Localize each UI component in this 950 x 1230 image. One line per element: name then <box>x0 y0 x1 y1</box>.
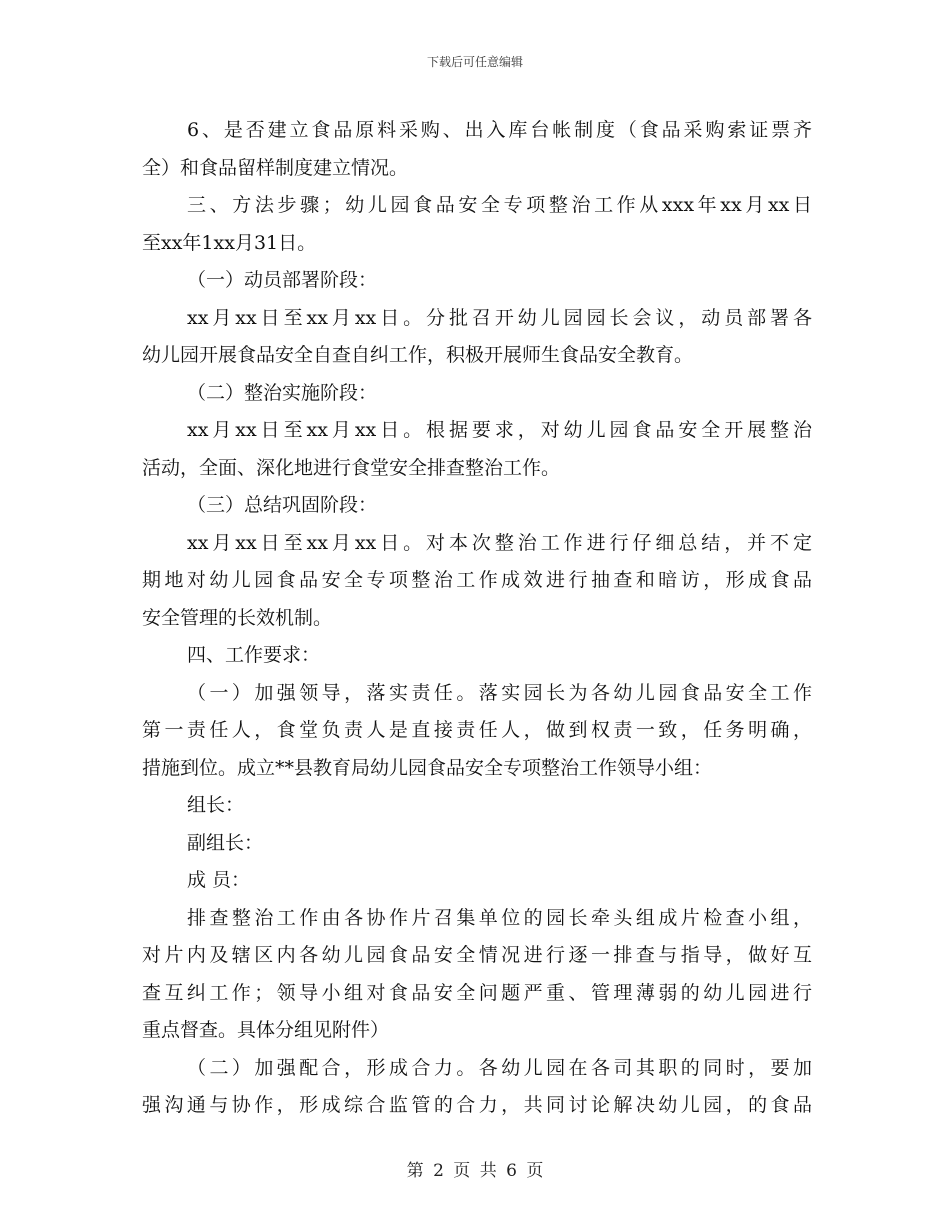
document-body <box>142 112 812 1125</box>
text-line: 活动，全面、深化地进行食堂安全排查整治工作。 <box>142 456 561 479</box>
text-line: 成 员： <box>187 869 251 891</box>
text-line: 安全管理的长效机制。 <box>142 606 333 629</box>
page-header: 下载后可任意编辑 <box>426 55 523 69</box>
text-line: 幼儿园开展食品安全自查自纠工作，积极开展师生食品安全教育。 <box>142 344 694 366</box>
text-line: 全）和食品留样制度建立情况。 <box>142 156 409 179</box>
text-line: 查互纠工作；领导小组对食品安全问题严重、管理薄弱的幼儿园进行 <box>142 981 812 1004</box>
text-line: 6、是否建立食品原料采购、出入库台帐制度（食品采购索证票齐 <box>187 119 812 141</box>
text-line: 第一责任人，食堂负责人是直接责任人，做到权责一致，任务明确， <box>142 719 812 741</box>
text-line: 重点督查。具体分组见附件） <box>142 1019 390 1041</box>
text-line: （一）动员部署阶段： <box>187 269 378 291</box>
text-line: 强沟通与协作，形成综合监管的合力，共同讨论解决幼儿园，的食品 <box>142 1094 812 1116</box>
text-line: 组长： <box>187 794 245 816</box>
text-line: xx月xx日至xx月xx日。根据要求，对幼儿园食品安全开展整治 <box>187 419 812 441</box>
text-line: （二）整治实施阶段： <box>187 381 378 404</box>
text-line: （三）总结巩固阶段： <box>187 494 378 516</box>
text-line: （二）加强配合，形成合力。各幼儿园在各司其职的同时，要加 <box>187 1056 812 1079</box>
text-line: 期地对幼儿园食品安全专项整治工作成效进行抽查和暗访，形成食品 <box>142 569 812 591</box>
text-line: 至xx年1xx月31日。 <box>142 231 317 254</box>
text-line: 三、方法步骤；幼儿园食品安全专项整治工作从xxx年xx月xx日 <box>187 194 812 216</box>
text-line: 排查整治工作由各协作片召集单位的园长牵头组成片检查小组， <box>187 906 812 929</box>
text-line: 四、工作要求： <box>187 644 321 666</box>
text-line: 措施到位。成立**县教育局幼儿园食品安全专项整治工作领导小组： <box>142 756 713 779</box>
text-line: （一）加强领导，落实责任。落实园长为各幼儿园食品安全工作 <box>187 681 812 704</box>
text-line: 副组长： <box>187 831 264 854</box>
page-footer: 第 2 页 共 6 页 <box>406 1161 544 1181</box>
text-line: xx月xx日至xx月xx日。分批召开幼儿园园长会议，动员部署各 <box>187 306 812 329</box>
text-line: xx月xx日至xx月xx日。对本次整治工作进行仔细总结，并不定 <box>187 531 812 554</box>
text-line: 对片内及辖区内各幼儿园食品安全情况进行逐一排查与指导，做好互 <box>142 944 812 966</box>
